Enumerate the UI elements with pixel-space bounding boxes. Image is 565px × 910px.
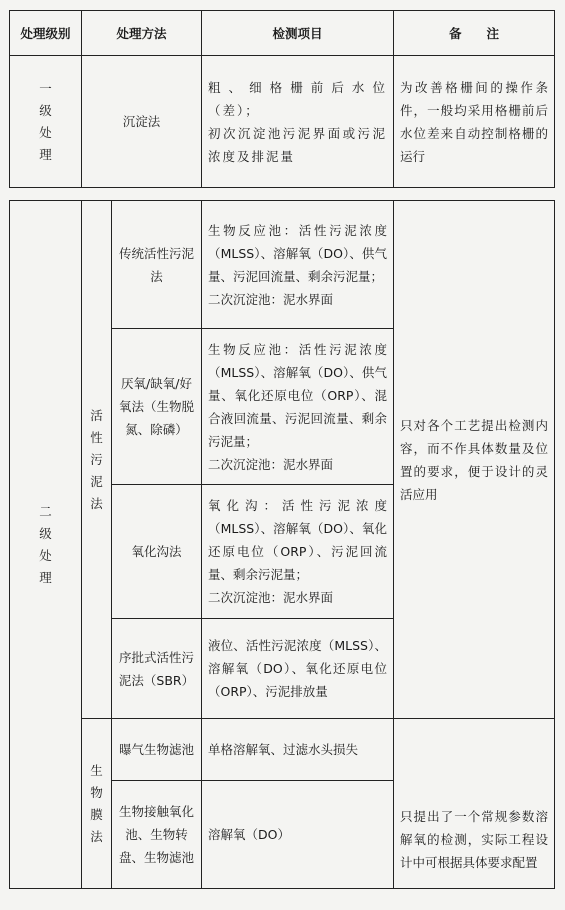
method-cell: 生物接触氧化池、生物转盘、生物滤池	[112, 781, 202, 889]
primary-items	[202, 56, 394, 188]
activated-sludge-remarks: 只对各个工艺提出检测内容，而不作具体数量及位置的要求，便于设计的灵活应用	[394, 201, 555, 719]
items-cell: 生物反应池：活性污泥浓度（MLSS）、溶解氧（DO）、供气量、氧化还原电位（ORP）、混合液回流量、污泥回流量、剩余污泥量； 二次沉淀池：泥水界面	[202, 329, 394, 485]
activated-sludge-label: 活 性 污 泥 法	[82, 201, 112, 719]
primary-item: 初次沉淀池污泥界面或污泥浓度及排泥量	[208, 125, 387, 164]
items-cell: 氧化沟：活性污泥浓度（MLSS）、溶解氧（DO）、氧化还原电位（ORP）、污泥回流量、剩余污泥量； 二次沉淀池：泥水界面	[202, 485, 394, 619]
biofilm-label: 生 物 膜 法	[82, 719, 112, 889]
secondary-level: 二 级 处 理	[10, 201, 82, 889]
header-level: 处理级别	[10, 11, 82, 56]
table-break	[0, 193, 565, 196]
method-cell: 厌氧/缺氧/好氧法（生物脱氮、除磷）	[112, 329, 202, 485]
primary-level: 一 级 处 理	[10, 56, 82, 188]
primary-row	[10, 56, 555, 188]
biofilm-remarks: 只提出了一个常规参数溶解氧的检测，实际工程设计中可根据具体要求配置	[394, 719, 555, 889]
primary-remarks: 为改善格栅间的操作条件，一般均采用格栅前后水位差来自动控制格栅的运行	[394, 56, 555, 188]
primary-item: 粗、细格栅前后水位（差）；	[208, 79, 387, 118]
table-row	[10, 719, 555, 781]
method-cell: 氧化沟法	[112, 485, 202, 619]
method-cell: 传统活性污泥法	[112, 201, 202, 329]
method-cell: 序批式活性污泥法（SBR）	[112, 619, 202, 719]
items-cell: 液位、活性污泥浓度（MLSS）、溶解氧（DO）、氧化还原电位（ORP）、污泥排放量	[202, 619, 394, 719]
secondary-treatment-table	[9, 200, 555, 889]
header-remarks: 备 注	[394, 11, 555, 56]
items-cell: 生物反应池：活性污泥浓度（MLSS）、溶解氧（DO）、供气量、污泥回流量、剩余污泥量； 二次沉淀池：泥水界面	[202, 201, 394, 329]
primary-method: 沉淀法	[82, 56, 202, 188]
header-items: 检测项目	[202, 11, 394, 56]
header-method: 处理方法	[82, 11, 202, 56]
table-row	[10, 201, 555, 329]
items-cell: 溶解氧（DO）	[202, 781, 394, 889]
primary-treatment-table	[9, 10, 555, 188]
header-row	[10, 11, 555, 56]
items-cell: 单格溶解氧、过滤水头损失	[202, 719, 394, 781]
method-cell: 曝气生物滤池	[112, 719, 202, 781]
